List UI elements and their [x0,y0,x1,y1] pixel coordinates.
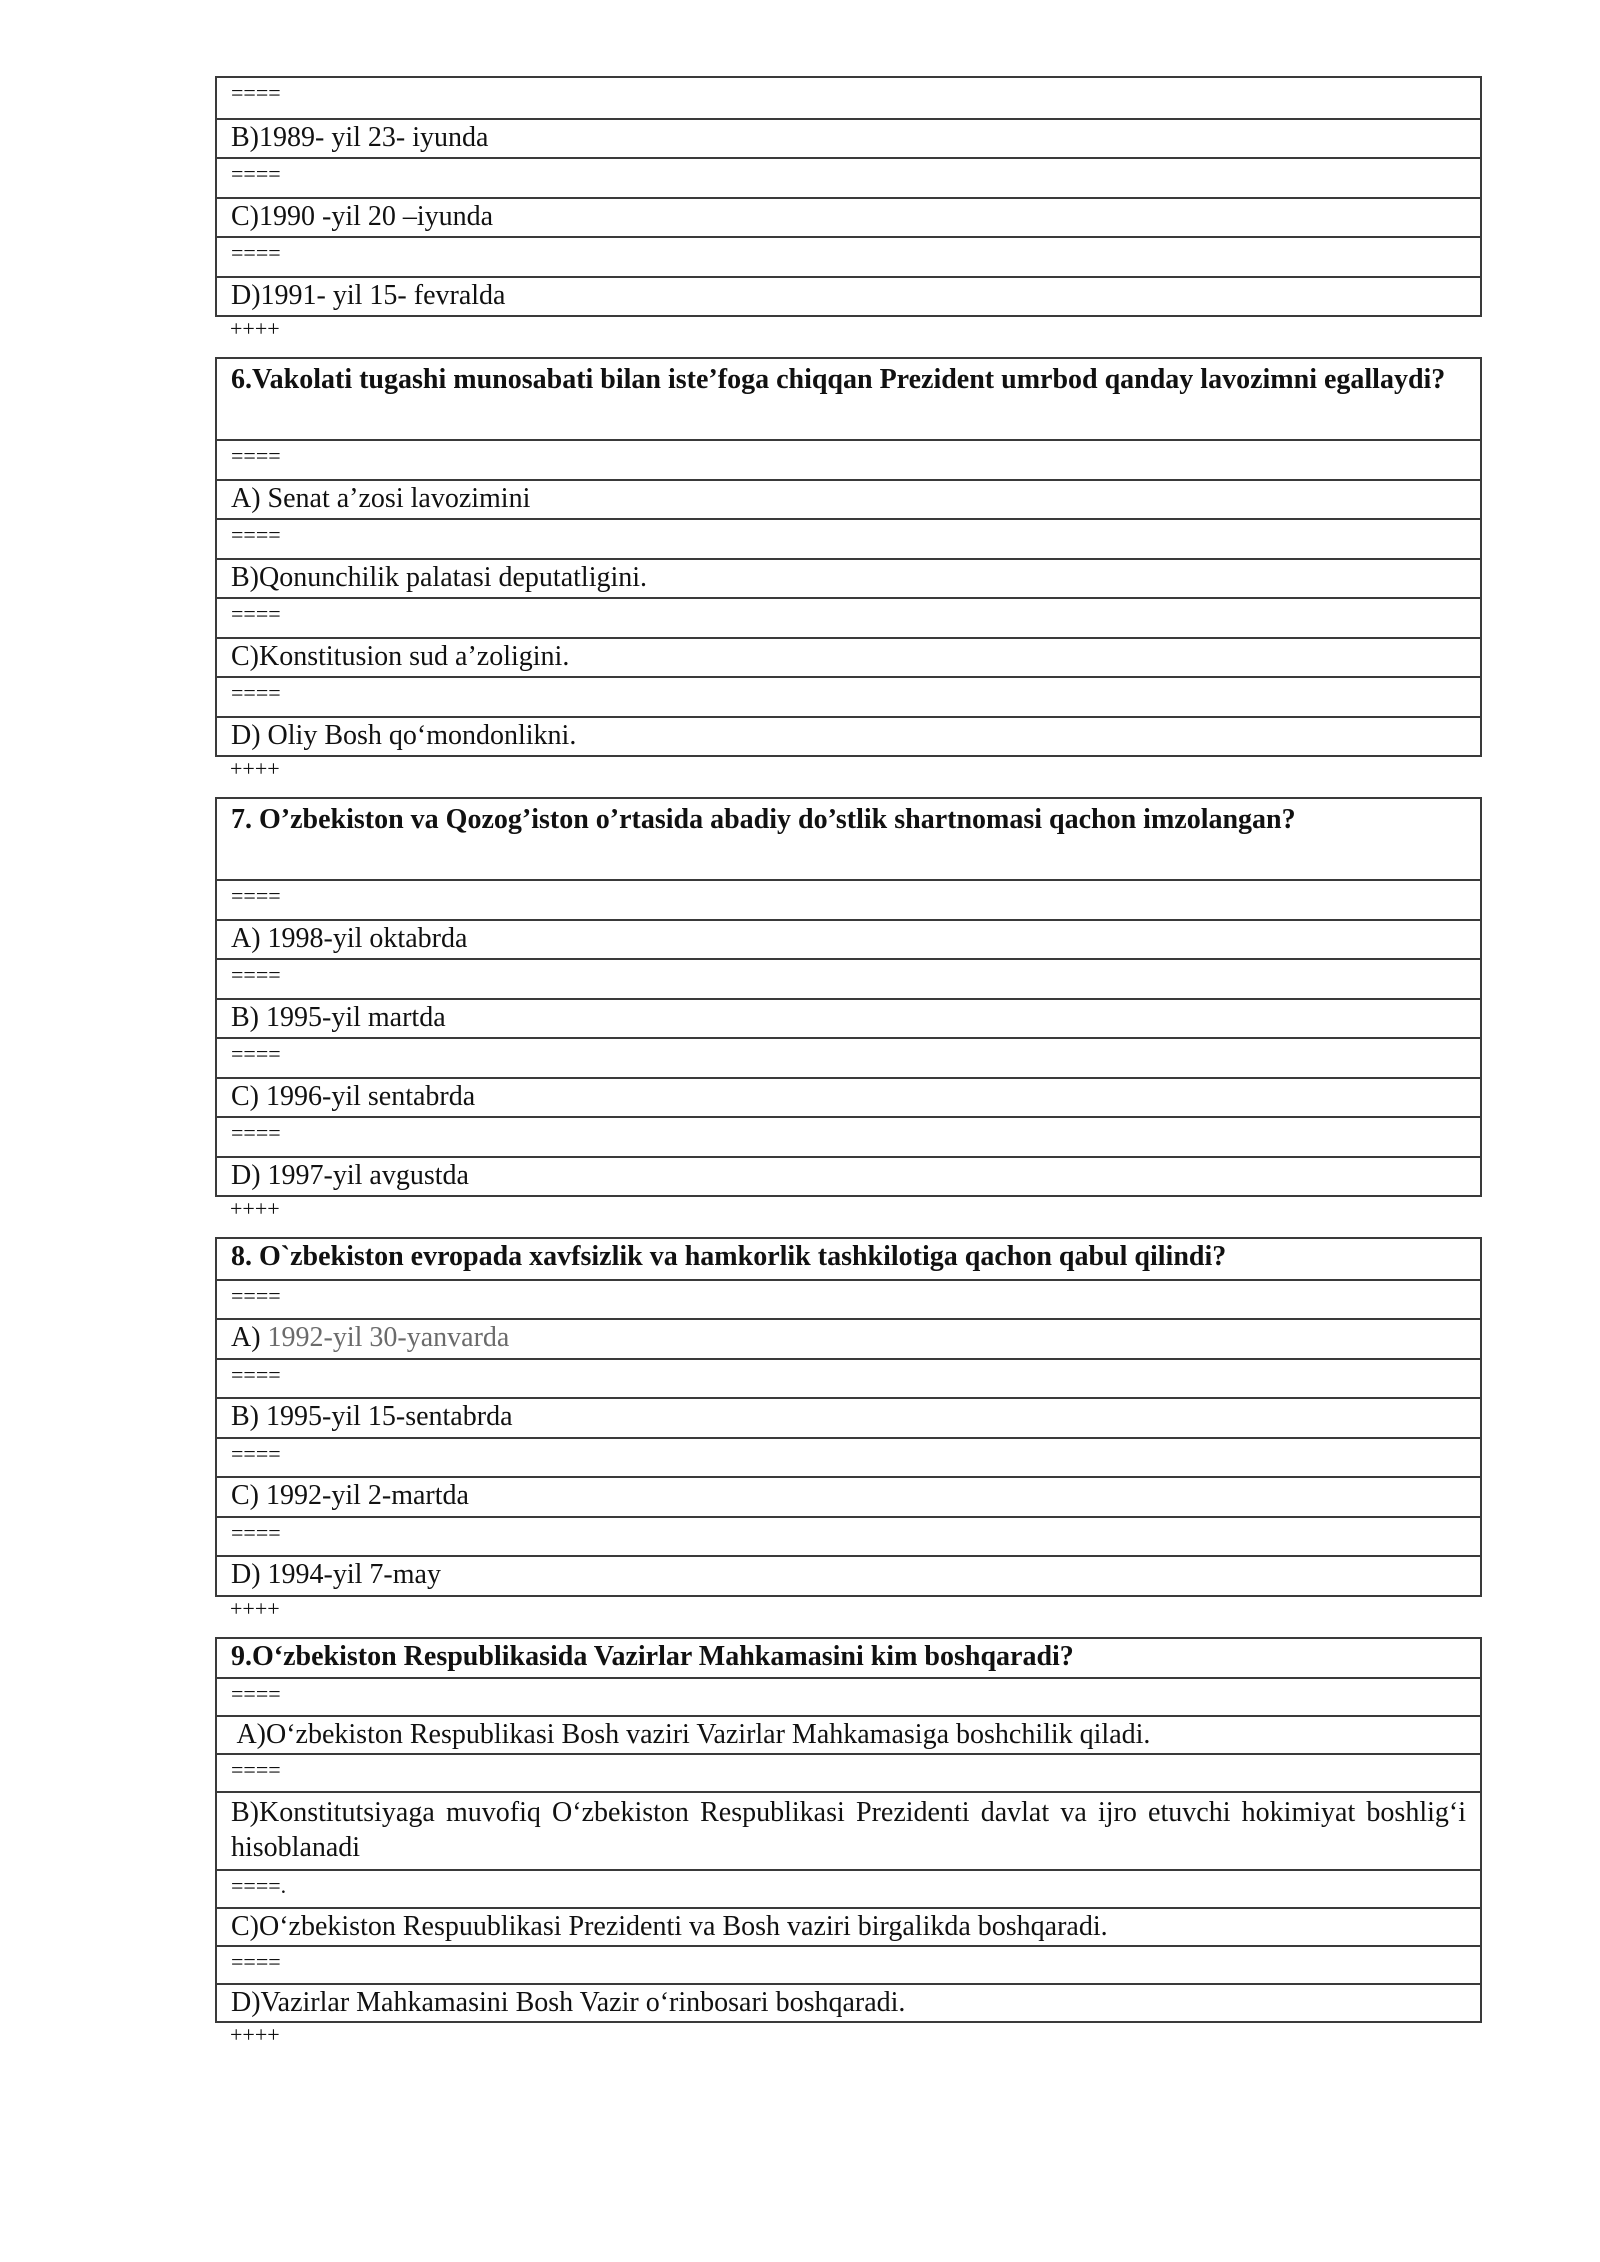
answer-option-b: B) 1995-yil 15-sentabrda [217,1397,1480,1437]
answer-option-c: C)1990 -yil 20 –iyunda [217,197,1480,237]
answer-separator: ==== [217,1945,1480,1983]
answer-separator: ====. [217,1869,1480,1907]
answer-separator: ==== [217,1116,1480,1156]
question-9-table [215,1637,1482,2023]
answer-separator: ==== [217,1516,1480,1556]
answer-separator: ==== [217,1037,1480,1077]
question-separator: ++++ [230,1595,280,1621]
answer-separator: ==== [217,879,1480,919]
answer-option-a: A) 1998-yil oktabrda [217,919,1480,959]
option-letter: A) [231,1322,268,1353]
question-7-table [215,797,1482,1197]
answer-option-d: D) 1997-yil avgustda [217,1156,1480,1196]
answer-option-c: C) 1992-yil 2-martda [217,1476,1480,1516]
answer-separator: ==== [217,1753,1480,1791]
answer-separator: ==== [217,1279,1480,1319]
answer-option-c: C)Konstitusion sud a’zoligini. [217,637,1480,677]
answer-option-a [217,1318,1480,1358]
question-separator: ++++ [230,1196,280,1221]
question-text: 9.O‘zbekiston Respublikasida Vazirlar Mahkamasini kim boshqaradi? [231,1640,1074,1672]
question-text: 6.Vakolati tugashi munosabati bilan iste’foga chiqqan Prezident umrbod qanday lavozimni egallaydi? [231,364,1446,395]
question-5-table [215,76,1482,317]
answer-option-b: B)Qonunchilik palatasi deputatligini. [217,558,1480,598]
question-text: 8. O`zbekiston evropada xavfsizlik va hamkorlik tashkilotiga qachon qabul qilindi? [231,1241,1227,1272]
answer-separator: ==== [217,236,1480,276]
answer-separator: ==== [217,597,1480,637]
answer-option-a: A) Senat a’zosi lavozimini [217,479,1480,519]
question-6-table [215,357,1482,757]
answer-option-d: D) Oliy Bosh qo‘mondonlikni. [217,716,1480,756]
answer-separator: ==== [217,1358,1480,1398]
question-separator: ++++ [230,756,280,781]
answer-separator: ==== [217,439,1480,479]
answer-option-d: D) 1994-yil 7-may [217,1555,1480,1595]
answer-option-b: B)1989- yil 23- iyunda [217,118,1480,158]
answer-separator: ==== [217,1677,1480,1715]
answer-separator: ==== [231,80,281,105]
answer-separator: ==== [217,157,1480,197]
answer-option-d: D)1991- yil 15- fevralda [217,276,1480,316]
answer-option-a: A)O‘zbekiston Respublikasi Bosh vaziri Vazirlar Mahkamasiga boshchilik qiladi. [217,1715,1480,1753]
answer-separator: ==== [217,518,1480,558]
question-separator: ++++ [230,316,280,341]
answer-separator: ==== [217,676,1480,716]
option-text: 1992-yil 30-yanvarda [267,1322,510,1353]
answer-option-d: D)Vazirlar Mahkamasini Bosh Vazir o‘rinbosari boshqaradi. [217,1983,1480,2021]
answer-option-c: C)O‘zbekiston Respuublikasi Prezidenti va Bosh vaziri birgalikda boshqaradi. [217,1907,1480,1945]
question-text: 7. O’zbekiston va Qozog’iston o’rtasida abadiy do’stlik shartnomasi qachon imzolangan? [231,804,1296,835]
answer-option-b: B)Konstitutsiyaga muvofiq O‘zbekiston Respublikasi Prezidenti davlat va ijro etuvchi hokimiyat boshlig‘i hisoblanadi [217,1791,1480,1869]
answer-option-c: C) 1996-yil sentabrda [217,1077,1480,1117]
document-page [215,76,1482,2063]
question-separator: ++++ [230,2021,280,2047]
question-8-table [215,1237,1482,1597]
answer-separator: ==== [217,958,1480,998]
answer-option-b: B) 1995-yil martda [217,998,1480,1038]
answer-separator: ==== [217,1437,1480,1477]
